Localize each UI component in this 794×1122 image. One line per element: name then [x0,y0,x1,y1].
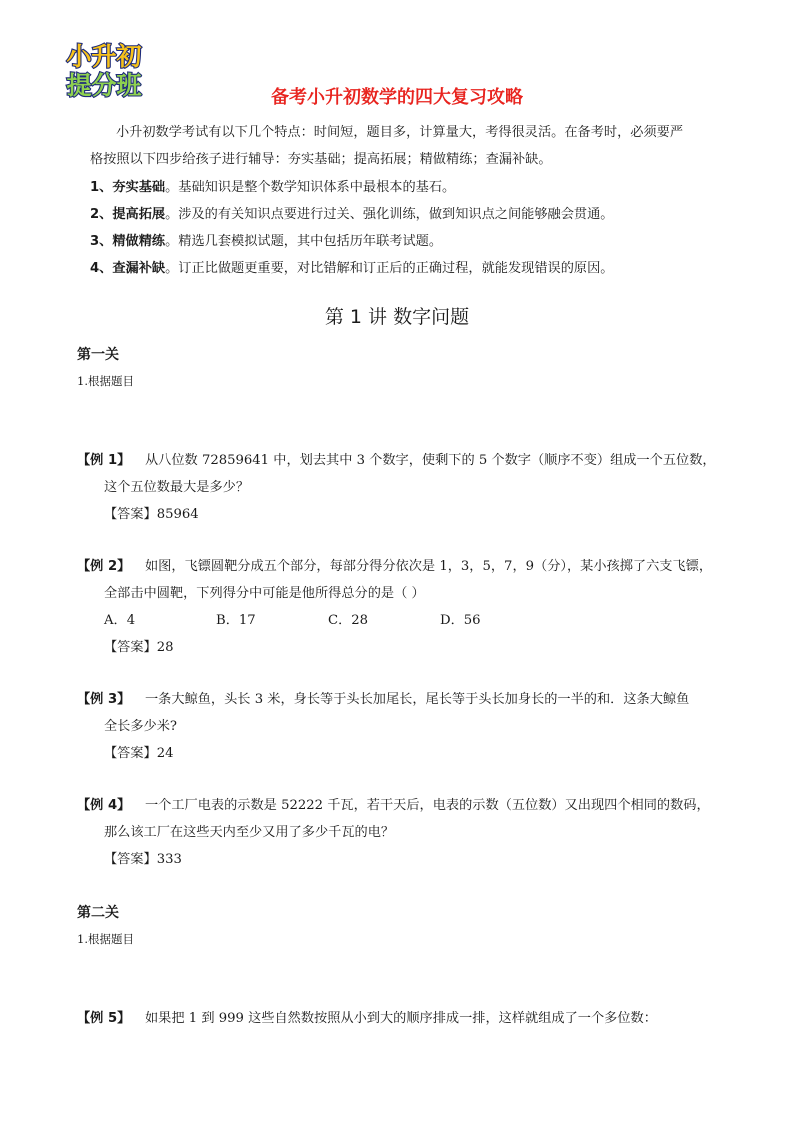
logo-line-1: 小升初 [66,42,142,71]
example-1-line-2: 这个五位数最大是多少？ [104,480,250,495]
example-2-option-d: D．56 [440,613,481,628]
example-3-line-2: 全长多少米? [104,719,178,734]
example-2-option-a: A．4 [104,613,136,628]
example-2-option-b: B．17 [216,613,256,628]
example-1-tag: 【例 1】 [77,453,131,468]
section-2-title: 第二关 [77,905,119,921]
example-2-answer: 【答案】28 [104,640,174,655]
example-3-line-1: 一条大鲸鱼，头长 3 米，身长等于头长加尾长，尾长等于头长加身长的一半的和．这条大鲸鱼 [145,692,690,707]
logo-line-2: 提分班 [66,71,142,100]
section-1-sub: 1.根据题目 [77,374,134,388]
intro-line-1: 小升初数学考试有以下几个特点：时间短，题目多，计算量大，考得很灵活。在备考时，必须要严 [116,125,684,140]
step-1: 1、夯实基础。基础知识是整个数学知识体系中最根本的基石。 [90,180,456,195]
page-title: 备考小升初数学的四大复习攻略 [271,87,523,108]
example-4-line-1: 一个工厂电表的示数是 52222 千瓦，若干天后，电表的示数（五位数）又出现四个相同的数码， [145,798,710,813]
example-2-tag: 【例 2】 [77,559,131,574]
example-4-answer: 【答案】333 [104,852,182,867]
step-3: 3、精做精练。精选几套模拟试题，其中包括历年联考试题。 [90,234,443,249]
section-2-sub: 1.根据题目 [77,932,134,946]
example-4-line-2: 那么该工厂在这些天内至少又用了多少千瓦的电？ [104,825,395,840]
intro-line-2: 格按照以下四步给孩子进行辅导：夯实基础；提高拓展；精做精练；查漏补缺。 [90,152,552,167]
example-1-line-1: 从八位数 72859641 中，划去其中 3 个数字，使剩下的 5 个数字（顺序不变）组成一个五位数， [145,453,716,468]
example-4-tag: 【例 4】 [77,798,131,813]
example-2-line-2: 全部击中圆靶，下列得分中可能是他所得总分的是（ ） [104,586,425,601]
section-1-title: 第一关 [77,347,119,363]
example-3-tag: 【例 3】 [77,692,131,707]
example-3-answer: 【答案】24 [104,746,174,761]
step-4: 4、查漏补缺。订正比做题更重要，对比错解和订正后的正确过程，就能发现错误的原因。 [90,261,614,276]
example-5-tag: 【例 5】 [77,1011,131,1026]
step-2: 2、提高拓展。涉及的有关知识点要进行过关、强化训练，做到知识点之间能够融会贯通。 [90,207,614,222]
example-2-option-c: C．28 [328,613,369,628]
example-1-answer: 【答案】85964 [104,507,199,522]
example-2-line-1: 如图，飞镖圆靶分成五个部分，每部分得分依次是 1，3，5，7，9（分），某小孩掷了六支飞镖， [145,559,713,574]
lecture-title: 第 1 讲 数字问题 [324,306,470,328]
example-5-line-1: 如果把 1 到 999 这些自然数按照从小到大的顺序排成一排，这样就组成了一个多位数： [145,1011,657,1026]
